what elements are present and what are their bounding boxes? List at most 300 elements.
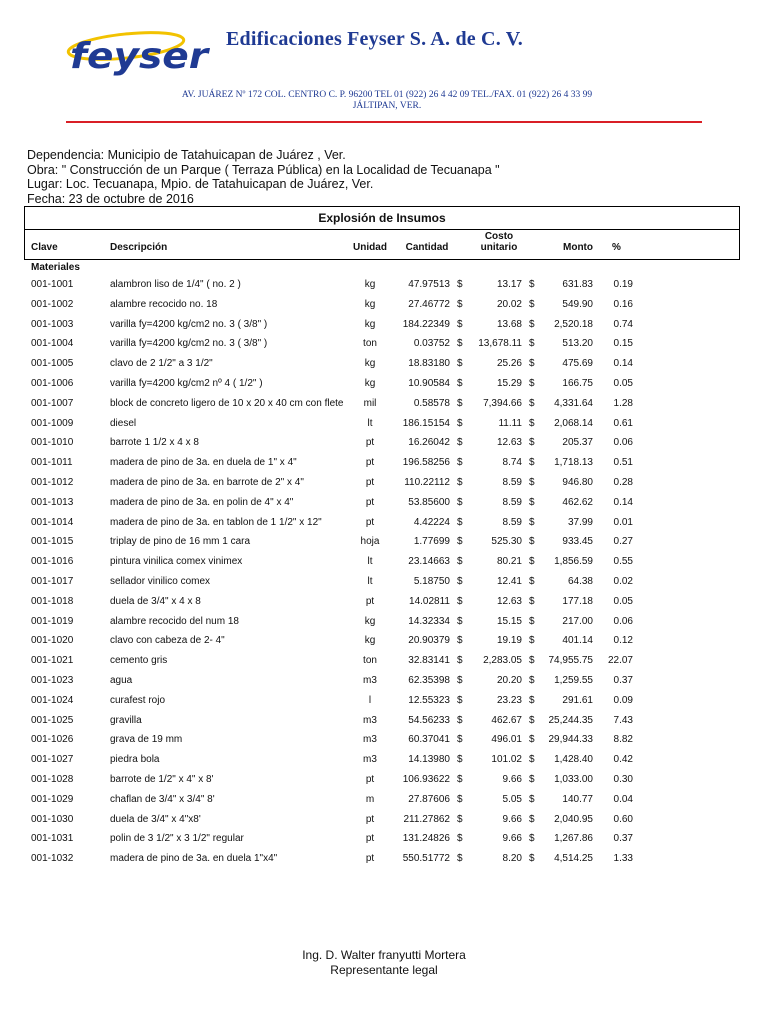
row-costo: 8.59 xyxy=(502,496,522,508)
signature-block xyxy=(0,948,768,977)
row-cantidad: 106.93622 xyxy=(402,774,450,785)
row-costo: 496.01 xyxy=(491,734,522,746)
row-costo: 11.11 xyxy=(498,417,522,429)
row-unidad: kg xyxy=(364,298,376,310)
row-pct: 0.74 xyxy=(613,318,633,330)
row-monto: 946.80 xyxy=(562,477,593,488)
row-currency: $ xyxy=(529,675,535,686)
row-currency: $ xyxy=(457,714,463,726)
row-descripcion: varilla fy=4200 kg/cm2 nº 4 ( 1/2" ) xyxy=(110,378,263,389)
row-monto: 4,331.64 xyxy=(554,397,593,409)
row-currency: $ xyxy=(529,635,535,647)
row-currency: $ xyxy=(457,734,463,746)
row-unidad: mil xyxy=(363,397,377,409)
row-currency: $ xyxy=(457,298,463,310)
row-currency: $ xyxy=(457,378,463,389)
row-currency: $ xyxy=(529,774,535,785)
row-descripcion: triplay de pino de 16 mm 1 cara xyxy=(110,536,251,548)
row-pct: 0.04 xyxy=(613,793,633,805)
row-clave: 001-1025 xyxy=(31,714,74,726)
row-unidad: pt xyxy=(365,853,375,865)
row-costo: 12.63 xyxy=(496,437,522,449)
row-pct: 0.27 xyxy=(613,536,633,548)
row-cantidad: 1.77699 xyxy=(413,536,450,548)
row-descripcion: cemento gris xyxy=(110,655,168,667)
row-clave: 001-1013 xyxy=(31,496,74,508)
table-row xyxy=(0,476,768,490)
row-unidad: m xyxy=(365,793,375,805)
row-clave: 001-1005 xyxy=(31,358,74,370)
table-row xyxy=(0,496,768,510)
row-cantidad: 0.03752 xyxy=(413,338,450,350)
row-costo: 5.05 xyxy=(502,793,522,805)
row-currency: $ xyxy=(529,694,535,706)
row-pct: 1.33 xyxy=(613,853,633,865)
row-monto: 1,267.86 xyxy=(554,833,593,845)
row-unidad: kg xyxy=(364,378,376,389)
row-pct: 0.28 xyxy=(613,477,633,488)
row-cantidad: 47.97513 xyxy=(408,279,450,290)
row-pct: 0.61 xyxy=(613,417,633,429)
row-costo: 20.02 xyxy=(496,298,522,310)
row-unidad: pt xyxy=(365,516,375,528)
row-pct: 0.19 xyxy=(613,279,633,290)
row-clave: 001-1020 xyxy=(31,635,74,647)
row-unidad: ton xyxy=(363,338,377,350)
table-row xyxy=(0,456,768,470)
table-row xyxy=(0,793,768,807)
row-cantidad: 62.35398 xyxy=(408,675,450,686)
row-unidad: pt xyxy=(365,437,375,449)
row-monto: 1,033.00 xyxy=(554,774,593,785)
row-currency: $ xyxy=(529,378,535,389)
row-clave: 001-1016 xyxy=(31,556,74,568)
row-clave: 001-1024 xyxy=(31,694,74,706)
row-currency: $ xyxy=(457,536,463,548)
header-cantidad: Cantidad xyxy=(405,242,449,253)
row-currency: $ xyxy=(457,417,463,429)
row-descripcion: duela de 3/4" x 4"x8' xyxy=(110,813,201,825)
title-divider xyxy=(25,229,739,230)
row-currency: $ xyxy=(529,833,535,845)
table-row xyxy=(0,535,768,549)
header-pct: % xyxy=(612,242,621,253)
table-row xyxy=(0,773,768,787)
row-descripcion: grava de 19 mm xyxy=(110,734,183,746)
row-unidad: lt xyxy=(367,417,373,429)
row-currency: $ xyxy=(529,714,535,726)
row-pct: 7.43 xyxy=(613,714,633,726)
row-cantidad: 32.83141 xyxy=(408,655,450,667)
row-descripcion: barrote de 1/2" x 4" x 8' xyxy=(110,774,214,785)
row-monto: 475.69 xyxy=(562,358,593,370)
row-unidad: pt xyxy=(365,833,375,845)
row-costo: 8.74 xyxy=(502,457,522,469)
row-currency: $ xyxy=(457,457,463,469)
row-cantidad: 550.51772 xyxy=(402,853,450,865)
row-clave: 001-1003 xyxy=(31,318,74,330)
row-currency: $ xyxy=(529,279,535,290)
row-descripcion: pintura vinilica comex vinimex xyxy=(110,556,243,568)
row-clave: 001-1032 xyxy=(31,853,74,865)
row-clave: 001-1002 xyxy=(31,298,74,310)
row-currency: $ xyxy=(457,793,463,805)
row-descripcion: agua xyxy=(110,675,133,686)
table-row xyxy=(0,555,768,569)
row-currency: $ xyxy=(529,477,535,488)
row-cantidad: 186.15154 xyxy=(402,417,450,429)
row-pct: 0.05 xyxy=(613,595,633,607)
row-monto: 166.75 xyxy=(562,378,593,389)
row-currency: $ xyxy=(457,318,463,330)
row-costo: 8.59 xyxy=(502,516,522,528)
row-pct: 0.02 xyxy=(613,576,633,587)
row-unidad: pt xyxy=(365,457,375,469)
row-monto: 1,856.59 xyxy=(554,556,593,568)
row-pct: 0.05 xyxy=(613,378,633,389)
header-unidad: Unidad xyxy=(353,242,387,253)
row-currency: $ xyxy=(529,318,535,330)
header-descripcion: Descripción xyxy=(110,242,168,253)
row-clave: 001-1009 xyxy=(31,417,74,429)
header-divider xyxy=(66,121,702,123)
table-row xyxy=(0,852,768,866)
row-costo: 9.66 xyxy=(502,774,522,785)
signature-name: Ing. D. Walter franyutti Mortera xyxy=(302,948,466,962)
header-costo-line1: Costo xyxy=(484,231,514,242)
row-costo: 9.66 xyxy=(502,833,522,845)
row-costo: 15.15 xyxy=(496,615,522,627)
row-monto: 549.90 xyxy=(562,298,593,310)
row-descripcion: alambre recocido del num 18 xyxy=(110,615,239,627)
row-currency: $ xyxy=(529,298,535,310)
table-row xyxy=(0,298,768,312)
table-row xyxy=(0,674,768,688)
table-row xyxy=(0,733,768,747)
row-cantidad: 53.85600 xyxy=(408,496,450,508)
table-row xyxy=(0,318,768,332)
row-costo: 20.20 xyxy=(496,675,522,686)
row-monto: 1,718.13 xyxy=(554,457,593,469)
row-pct: 0.14 xyxy=(613,496,633,508)
row-currency: $ xyxy=(529,595,535,607)
row-currency: $ xyxy=(457,477,463,488)
row-costo: 12.41 xyxy=(496,576,522,587)
row-descripcion: clavo con cabeza de 2- 4" xyxy=(110,635,225,647)
row-cantidad: 23.14663 xyxy=(408,556,450,568)
row-currency: $ xyxy=(529,338,535,350)
row-cantidad: 110.22112 xyxy=(404,477,450,488)
row-descripcion: madera de pino de 3a. en polin de 4" x 4" xyxy=(110,496,294,508)
row-clave: 001-1011 xyxy=(31,457,73,469)
row-currency: $ xyxy=(529,615,535,627)
row-cantidad: 16.26042 xyxy=(408,437,450,449)
row-costo: 13.68 xyxy=(496,318,522,330)
row-monto: 1,428.40 xyxy=(554,754,593,766)
row-cantidad: 0.58578 xyxy=(413,397,450,409)
row-descripcion: madera de pino de 3a. en duela 1"x4" xyxy=(110,853,278,865)
header-costo-unitario xyxy=(468,231,530,253)
row-monto: 25,244.35 xyxy=(548,714,593,726)
address-line: AV. JUÁREZ Nº 172 COL. CENTRO C. P. 96200 TEL 01 (922) 26 4 42 09 TEL./FAX. 01 (922) 26 4 33 99 xyxy=(181,90,593,100)
row-monto: 177.18 xyxy=(562,595,593,607)
row-currency: $ xyxy=(457,655,463,667)
row-pct: 0.60 xyxy=(613,813,633,825)
row-cantidad: 12.55323 xyxy=(408,694,450,706)
row-cantidad: 20.90379 xyxy=(408,635,450,647)
row-monto: 205.37 xyxy=(562,437,593,449)
row-currency: $ xyxy=(457,595,463,607)
row-currency: $ xyxy=(457,813,463,825)
row-clave: 001-1031 xyxy=(31,833,74,845)
row-cantidad: 14.02811 xyxy=(409,595,450,607)
row-currency: $ xyxy=(457,754,463,766)
table-row xyxy=(0,714,768,728)
row-costo: 23.23 xyxy=(496,694,522,706)
row-cantidad: 14.13980 xyxy=(408,754,450,766)
row-clave: 001-1019 xyxy=(31,615,74,627)
address-city: JÁLTIPAN, VER. xyxy=(352,101,422,111)
table-row xyxy=(0,337,768,351)
row-unidad: kg xyxy=(364,318,376,330)
svg-text:feyser: feyser xyxy=(70,36,211,76)
row-monto: 631.83 xyxy=(562,279,593,290)
row-currency: $ xyxy=(457,279,463,290)
row-currency: $ xyxy=(457,397,463,409)
row-clave: 001-1012 xyxy=(31,477,74,488)
row-pct: 0.12 xyxy=(613,635,633,647)
row-descripcion: varilla fy=4200 kg/cm2 no. 3 ( 3/8" ) xyxy=(110,318,268,330)
row-currency: $ xyxy=(529,576,535,587)
row-currency: $ xyxy=(457,496,463,508)
row-pct: 0.06 xyxy=(613,437,633,449)
row-costo: 8.20 xyxy=(502,853,522,865)
row-clave: 001-1029 xyxy=(31,793,74,805)
row-unidad: pt xyxy=(365,813,375,825)
row-monto: 29,944.33 xyxy=(548,734,593,746)
row-clave: 001-1007 xyxy=(31,397,74,409)
row-costo: 101.02 xyxy=(491,754,522,766)
row-clave: 001-1028 xyxy=(31,774,74,785)
row-clave: 001-1021 xyxy=(31,655,74,667)
row-pct: 0.30 xyxy=(613,774,633,785)
table-row xyxy=(0,654,768,668)
row-currency: $ xyxy=(529,457,535,469)
row-currency: $ xyxy=(457,437,463,449)
row-descripcion: curafest rojo xyxy=(110,694,166,706)
company-address xyxy=(60,90,714,112)
row-currency: $ xyxy=(457,556,463,568)
row-descripcion: madera de pino de 3a. en barrote de 2" x 4" xyxy=(110,477,304,488)
row-costo: 8.59 xyxy=(502,477,522,488)
row-monto: 462.62 xyxy=(562,496,593,508)
row-monto: 401.14 xyxy=(562,635,593,647)
row-currency: $ xyxy=(457,635,463,647)
row-currency: $ xyxy=(457,615,463,627)
row-descripcion: sellador vinilico comex xyxy=(110,576,211,587)
row-clave: 001-1018 xyxy=(31,595,74,607)
lugar-line: Lugar: Loc. Tecuanapa, Mpio. de Tatahuicapan de Juárez, Ver. xyxy=(27,177,374,191)
table-row xyxy=(0,278,768,292)
row-pct: 8.82 xyxy=(613,734,633,746)
obra-line: Obra: " Construcción de un Parque ( Terraza Pública) en la Localidad de Tecuanapa " xyxy=(27,162,500,177)
row-currency: $ xyxy=(457,675,463,686)
row-unidad: pt xyxy=(365,477,375,488)
row-pct: 0.15 xyxy=(613,338,633,350)
row-unidad: kg xyxy=(364,615,376,627)
dependencia-line: Dependencia: Municipio de Tatahuicapan de Juárez , Ver. xyxy=(27,148,346,162)
header-clave: Clave xyxy=(31,242,58,253)
row-descripcion: alambron liso de 1/4" ( no. 2 ) xyxy=(110,279,241,290)
row-monto: 37.99 xyxy=(567,516,593,528)
row-cantidad: 18.83180 xyxy=(408,358,450,370)
company-name: Edificaciones Feyser S. A. de C. V. xyxy=(226,28,524,50)
row-costo: 25.26 xyxy=(496,358,522,370)
row-monto: 140.77 xyxy=(562,793,593,805)
row-clave: 001-1001 xyxy=(31,279,74,290)
table-row xyxy=(0,516,768,530)
row-unidad: m3 xyxy=(363,734,377,746)
table-row xyxy=(0,595,768,609)
row-cantidad: 131.24826 xyxy=(402,833,450,845)
table-row xyxy=(0,813,768,827)
table-row xyxy=(0,436,768,450)
row-cantidad: 4.42224 xyxy=(413,516,450,528)
row-unidad: m3 xyxy=(363,714,377,726)
row-currency: $ xyxy=(529,397,535,409)
row-costo: 12.63 xyxy=(496,595,522,607)
row-costo: 2,283.05 xyxy=(483,655,522,667)
row-clave: 001-1015 xyxy=(31,536,74,548)
row-currency: $ xyxy=(529,417,535,429)
row-monto: 4,514.25 xyxy=(554,853,593,865)
row-pct: 22.07 xyxy=(607,655,633,667)
row-unidad: lt xyxy=(367,556,373,568)
row-pct: 0.01 xyxy=(613,516,633,528)
table-row xyxy=(0,397,768,411)
row-unidad: l xyxy=(368,694,372,706)
row-pct: 0.37 xyxy=(613,833,633,845)
row-costo: 13.17 xyxy=(496,279,522,290)
row-currency: $ xyxy=(457,338,463,350)
row-cantidad: 5.18750 xyxy=(413,576,450,587)
table-row xyxy=(0,832,768,846)
table-row xyxy=(0,357,768,371)
row-cantidad: 60.37041 xyxy=(408,734,450,746)
row-pct: 0.37 xyxy=(613,675,633,686)
row-cantidad: 196.58256 xyxy=(402,457,450,469)
row-cantidad: 10.90584 xyxy=(408,378,450,389)
row-descripcion: madera de pino de 3a. en tablon de 1 1/2" x 12" xyxy=(110,516,322,528)
row-currency: $ xyxy=(457,358,463,370)
table-row xyxy=(0,753,768,767)
row-costo: 13,678.11 xyxy=(478,338,522,350)
row-currency: $ xyxy=(457,694,463,706)
row-unidad: m3 xyxy=(363,754,377,766)
row-unidad: kg xyxy=(364,358,376,370)
row-descripcion: diesel xyxy=(110,417,137,429)
header-costo-line2: unitario xyxy=(480,242,518,253)
row-unidad: lt xyxy=(367,576,373,587)
row-pct: 0.06 xyxy=(613,615,633,627)
row-pct: 0.55 xyxy=(613,556,633,568)
row-descripcion: gravilla xyxy=(110,714,142,726)
row-monto: 64.38 xyxy=(567,576,593,587)
row-costo: 80.21 xyxy=(496,556,522,568)
row-currency: $ xyxy=(529,516,535,528)
row-unidad: kg xyxy=(364,635,376,647)
row-clave: 001-1006 xyxy=(31,378,74,389)
row-monto: 2,520.18 xyxy=(554,318,593,330)
row-cantidad: 14.32334 xyxy=(408,615,450,627)
row-descripcion: barrote 1 1/2 x 4 x 8 xyxy=(110,437,199,449)
row-cantidad: 27.46772 xyxy=(408,298,450,310)
row-clave: 001-1017 xyxy=(31,576,74,587)
row-costo: 15.29 xyxy=(496,378,522,389)
row-pct: 0.42 xyxy=(613,754,633,766)
row-clave: 001-1030 xyxy=(31,813,74,825)
row-cantidad: 54.56233 xyxy=(408,714,450,726)
row-currency: $ xyxy=(529,437,535,449)
row-currency: $ xyxy=(457,833,463,845)
row-currency: $ xyxy=(529,734,535,746)
row-cantidad: 27.87606 xyxy=(408,793,450,805)
row-monto: 933.45 xyxy=(562,536,593,548)
company-logo xyxy=(64,24,214,76)
row-monto: 291.61 xyxy=(562,694,593,706)
row-pct: 0.14 xyxy=(613,358,633,370)
row-clave: 001-1027 xyxy=(31,754,74,766)
row-clave: 001-1010 xyxy=(31,437,74,449)
row-clave: 001-1023 xyxy=(31,675,74,686)
row-costo: 462.67 xyxy=(491,714,522,726)
row-descripcion: alambre recocido no. 18 xyxy=(110,298,218,310)
row-currency: $ xyxy=(457,774,463,785)
table-row xyxy=(0,615,768,629)
row-descripcion: clavo de 2 1/2" a 3 1/2" xyxy=(110,358,213,370)
row-unidad: ton xyxy=(363,655,377,667)
row-clave: 001-1004 xyxy=(31,338,74,350)
row-unidad: m3 xyxy=(363,675,377,686)
row-cantidad: 211.27862 xyxy=(403,813,450,825)
project-info xyxy=(27,148,500,206)
row-currency: $ xyxy=(457,853,463,865)
row-currency: $ xyxy=(457,516,463,528)
row-monto: 2,040.95 xyxy=(554,813,593,825)
row-monto: 513.20 xyxy=(562,338,593,350)
table-title: Explosión de Insumos xyxy=(318,211,446,225)
fecha-line: Fecha: 23 de octubre de 2016 xyxy=(27,191,194,206)
row-currency: $ xyxy=(529,496,535,508)
row-pct: 0.51 xyxy=(613,457,633,469)
row-costo: 7,394.66 xyxy=(483,397,522,409)
row-monto: 74,955.75 xyxy=(548,655,593,667)
table-row xyxy=(0,377,768,391)
row-descripcion: duela de 3/4" x 4 x 8 xyxy=(110,595,201,607)
table-row xyxy=(0,694,768,708)
row-clave: 001-1026 xyxy=(31,734,74,746)
row-descripcion: block de concreto ligero de 10 x 20 x 40 cm con flete xyxy=(110,397,344,409)
row-unidad: pt xyxy=(365,496,375,508)
row-descripcion: varilla fy=4200 kg/cm2 no. 3 ( 3/8" ) xyxy=(110,338,268,350)
row-descripcion: piedra bola xyxy=(110,754,160,766)
row-monto: 1,259.55 xyxy=(554,675,593,686)
row-currency: $ xyxy=(529,556,535,568)
table-row xyxy=(0,634,768,648)
row-currency: $ xyxy=(457,576,463,587)
row-pct: 0.09 xyxy=(613,694,633,706)
section-label: Materiales xyxy=(31,262,80,273)
